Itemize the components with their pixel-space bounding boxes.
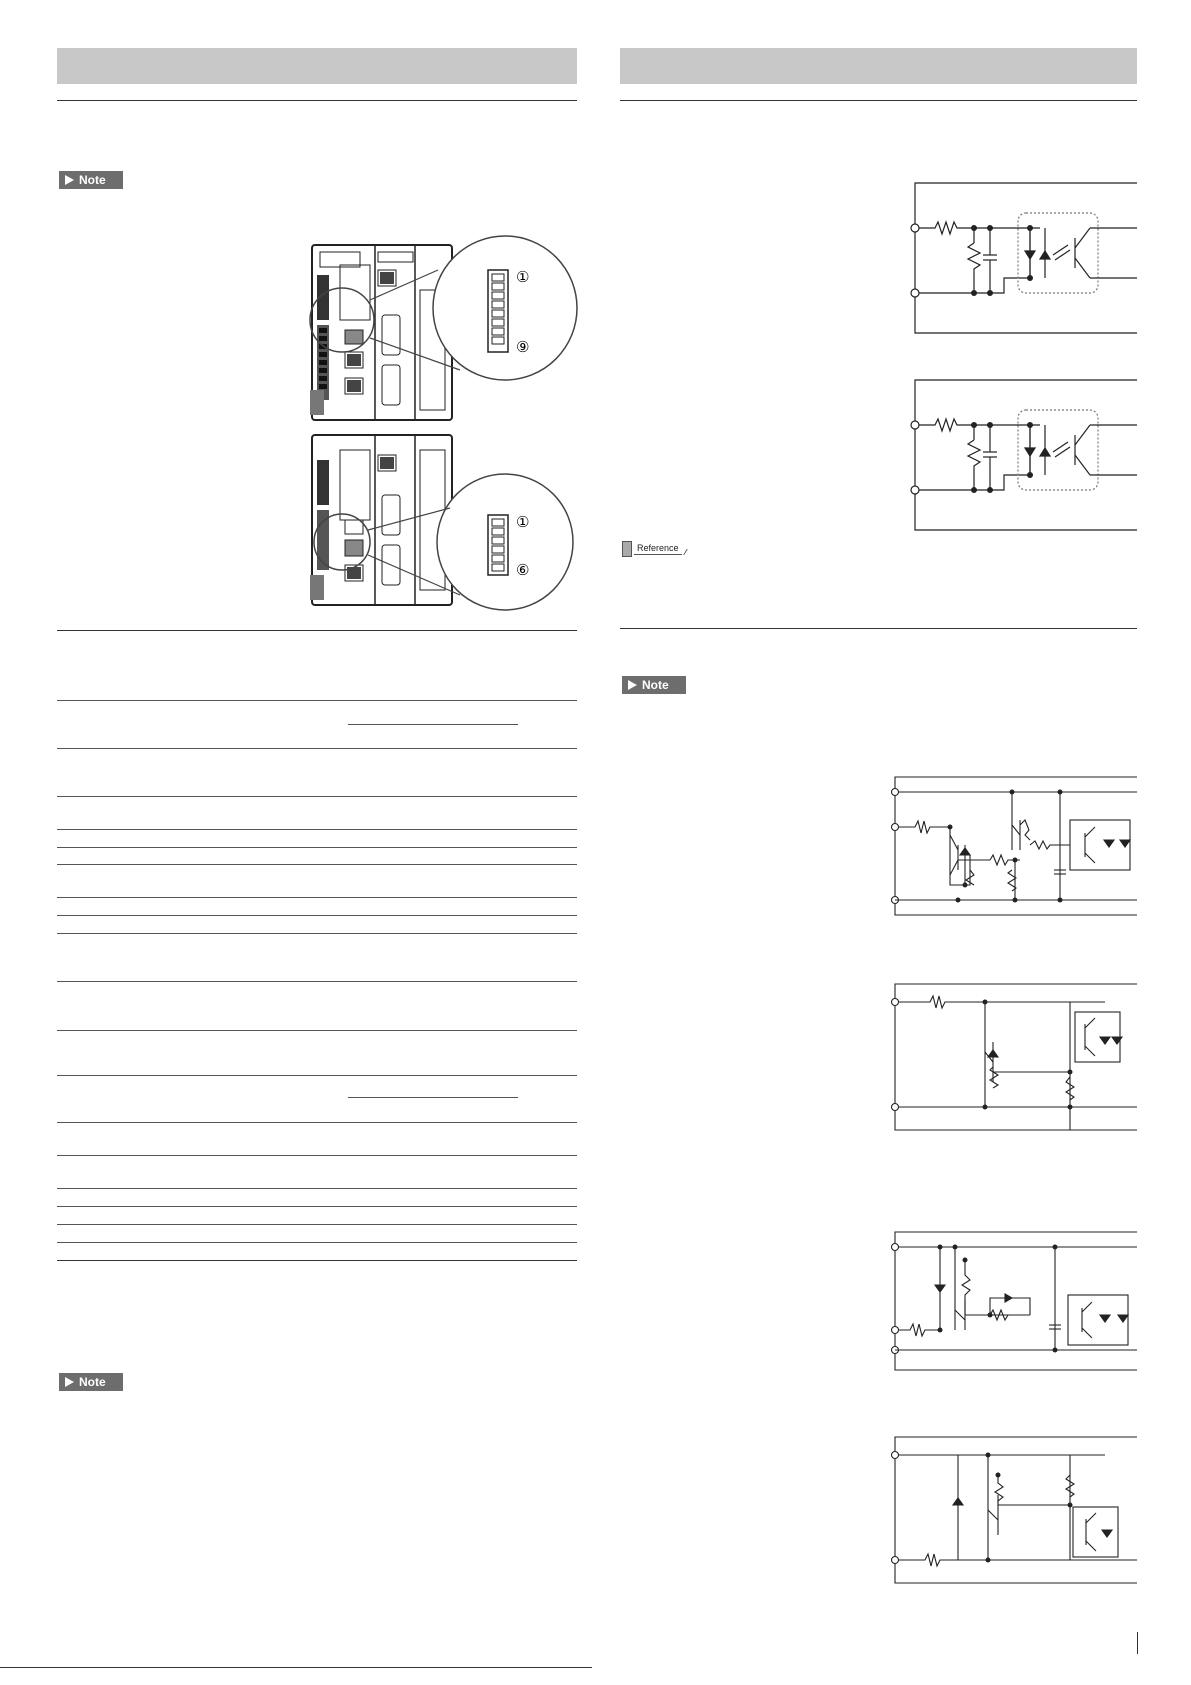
note-badge-1: [59, 171, 123, 189]
right-section-header-bar: [620, 48, 1137, 84]
note-badge-2: [59, 1373, 123, 1391]
table-row-rule: [57, 933, 577, 934]
table-row-rule: [57, 1188, 577, 1189]
table-row-rule: [57, 981, 577, 982]
note-arrow-icon: [65, 175, 74, 185]
table-row-rule: [57, 700, 577, 701]
table-row-rule: [57, 1075, 577, 1076]
output-circuit-diagram-4: [890, 1435, 1137, 1583]
right-subsection-rule: [620, 628, 1137, 629]
note-arrow-icon: [65, 1377, 74, 1387]
output-circuit-diagram-1: [890, 775, 1137, 915]
page-number-divider: [1137, 1632, 1138, 1654]
left-section-rule: [57, 100, 577, 101]
note-label: Note: [79, 1375, 106, 1389]
table-bottom-rule: [57, 1260, 577, 1261]
note-label: Note: [642, 678, 669, 692]
table-row-rule: [57, 829, 577, 830]
input-circuit-diagram-2: [910, 380, 1137, 530]
table-row-rule: [57, 864, 577, 865]
pin-first-label: ①: [516, 268, 530, 286]
table-row-rule: [57, 847, 577, 848]
table-row-rule: [57, 1206, 577, 1207]
table-cell-underline: [348, 724, 518, 725]
pin-first-label: ①: [516, 513, 530, 531]
reference-badge: [622, 540, 688, 558]
controller-figure-top: [290, 230, 580, 430]
reference-marker-icon: [622, 541, 632, 557]
note-badge-3: [622, 676, 686, 694]
table-top-rule: [57, 630, 577, 631]
table-row-rule: [57, 748, 577, 749]
pin-last-label: ⑥: [516, 561, 530, 579]
table-row-rule: [57, 796, 577, 797]
page-footer-rule: [0, 1667, 592, 1668]
table-row-rule: [57, 1155, 577, 1156]
table-cell-underline: [348, 1097, 518, 1098]
output-circuit-diagram-3: [890, 1230, 1137, 1370]
table-row-rule: [57, 1242, 577, 1243]
table-row-rule: [57, 1030, 577, 1031]
table-row-rule: [57, 915, 577, 916]
left-section-header-bar: [57, 48, 577, 84]
output-circuit-diagram-2: [890, 982, 1137, 1130]
table-row-rule: [57, 1224, 577, 1225]
table-row-rule: [57, 1122, 577, 1123]
note-arrow-icon: [628, 680, 637, 690]
pin-last-label: ⑨: [516, 338, 530, 356]
reference-label: Reference: [634, 543, 682, 555]
controller-figure-bottom: [290, 430, 580, 620]
note-label: Note: [79, 173, 106, 187]
right-section-rule: [620, 100, 1137, 101]
input-circuit-diagram-1: [910, 183, 1137, 333]
table-row-rule: [57, 897, 577, 898]
